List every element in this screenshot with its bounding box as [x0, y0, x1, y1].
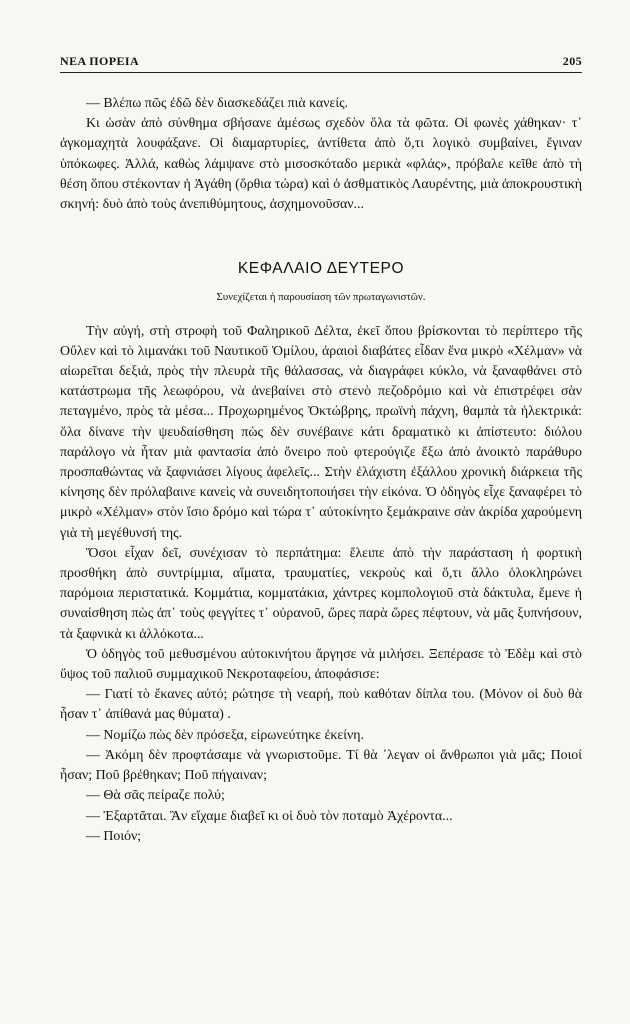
paragraph: Κι ὡσὰν ἀπὸ σύνθημα σβήσανε ἀμέσως σχεδὸν ὅλα τὰ φῶτα. Οἱ φωνὲς χάθηκαν· τ᾽ ἀγκομαχητὰ λουφάξανε. Οἱ διαμαρτυρίες, ἀντίθετα ἀπὸ ὅ,τι λογικὸ συμβαίνει, ἔγιναν ὑπόκωφες. Ἀλλά, καθὼς λάμψανε στὸ μισοσκόταδο μερικὰ «φλάς», πρόβαλε κεῖθε ἀπὸ τὴ θέση ὅπου στέκονταν ἡ Ἀγάθη (ὄρθια τώρα) καὶ ὁ ἀσθματικὸς Λαυρέντης, μιὰ ἀποκρουστικὴ σκηνή: δυὸ ἀπὸ τοὺς ἀνεπιθύμητους, ἀσχημονοῦσαν... [60, 116, 582, 213]
dialogue-line: — Θὰ σᾶς πείραζε πολύ; [86, 788, 225, 804]
dialogue-line: — Ἀκόμη δὲν προφτάσαμε νὰ γνωριστοῦμε. Τί θὰ ᾽λεγαν οἱ ἄνθρωποι γιὰ μᾶς; Ποιοί ἦσαν; Ποῦ βρέθηκαν; Ποῦ πήγαιναν; [60, 747, 582, 784]
dialogue-line: — Βλέπω πῶς ἐδῶ δὲν διασκεδάζει πιὰ κανείς. [86, 96, 349, 111]
paragraph: Ὅσοι εἶχαν δεῖ, συνέχισαν τὸ περπάτημα: ἔλειπε ἀπὸ τὴν παράσταση ἡ φορτικὴ προσθήκη ἀπὸ συντρίμμια, αἵματα, τραυματίες, νεκροὺς καὶ ὅ,τι ἄλλο ὁλοκληρώνει παρόμοια περιστατικά. Κομμάτια, κομματάκια, χάντρες κομπολογιοῦ στὰ δάκτυλα, ἔμενε ἡ συναίσθηση πὼς ἀπ᾽ τοὺς φεγγίτες τ᾽ οὐρανοῦ, ὥρες παρὰ ὥρες πέφτουν, νὰ μᾶς ξυπνήσουν, τὰ ξαφνικὰ κι ἀλλόκοτα... [60, 545, 582, 642]
chapter-subtitle: Συνεχίζεται ἡ παρουσίαση τῶν πρωταγωνιστῶν. [216, 291, 426, 304]
journal-title: ΝΕΑ ΠΟΡΕΙΑ [60, 54, 140, 68]
page-number: 205 [562, 54, 582, 68]
dialogue-line: — Ποιόν; [86, 828, 142, 844]
paragraph: Ὁ ὁδηγὸς τοῦ μεθυσμένου αὐτοκινήτου ἄργησε νὰ μιλήσει. Ξεπέρασε τὸ Ἐδὲμ καὶ στὸ ὕψος τοῦ παλιοῦ συμμαχικοῦ Νεκροταφείου, ἀποφάσισε: [60, 646, 582, 683]
dialogue-line: — Ἐξαρτᾶται. Ἂν εἴχαμε διαβεῖ κι οἱ δυὸ τὸν ποταμὸ Ἀχέροντα... [86, 808, 453, 824]
page-body [60, 94, 582, 847]
paragraph: Τὴν αὐγή, στὴ στροφὴ τοῦ Φαληρικοῦ Δέλτα, ἐκεῖ ὅπου βρίσκονται τὸ περίπτερο τῆς Οὔλεν καὶ τὸ λιμανάκι τοῦ Ναυτικοῦ Ὁμίλου, ἀραιοὶ διαβάτες εἶδαν ἕνα μικρὸ «Χέλμαν» νὰ αἰωρεῖται δεξιά, πρὸς τὴν πλευρὰ τῆς θάλασσας, νὰ διαγράφει κύκλο, νὰ ξαναφθάνει στὸ κατάστρωμα τῆς λεωφόρου, νὰ ἀνεβαίνει στὸ στενὸ πεζοδρόμιο καὶ νὰ ἐπιστρέφει σὰν πεταγμένο, πρὸς τὰ μέσα... Προχωρημένος Ὀκτώβρης, πρωϊνὴ πάχνη, θαμπὰ τὰ ἠλεκτρικά: ὅλα δίνανε τὴν ψευδαίσθηση πὼς δὲν συνέβαινε κάτι δραματικὸ κι ἀπίστευτο: διόλου παράλογο νὰ ἦταν μιὰ φαντασία ἀπὸ ὄνειρο ποὺ φτερούγιζε ἔξω ἀπὸ ἀνοικτὸ παράθυρο προσπαθώντας νὰ ξαφνιάσει λίγους ἀφελεῖς... Στὴν ἐλάχιστη ἐξάλλου χρονικὴ διάρκεια τῆς κίνησης δὲν πρόλαβαινε κανεὶς νὰ συνειδητοποιήσει τὴν εἰκόνα. Ὁ ὁδηγὸς εἶχε ξαναφέρει τὸ μικρὸ «Χέλμαν» στὸν ἴσιο δρόμο καὶ τώρα τ᾽ αὐτοκίνητο ξεμάκραινε σὰν ἀκρίδα χαρούμενη γιὰ τὴ μεγέθυνσή της. [60, 323, 582, 541]
chapter-title: ΚΕΦΑΛΑΙΟ ΔΕΥΤΕΡΟ [237, 260, 405, 278]
dialogue-line: — Νομίζω πὼς δὲν πρόσεξα, εἰρωνεύτηκε ἐκείνη. [86, 727, 364, 743]
running-head [60, 54, 582, 73]
dialogue-line: — Γιατί τὸ ἔκανες αὐτό; ρώτησε τὴ νεαρή, ποὺ καθόταν δίπλα του. (Μόνον οἱ δυὸ θὰ ἦσαν τ᾽ ἀπίθανά μας θύματα) . [60, 687, 582, 723]
